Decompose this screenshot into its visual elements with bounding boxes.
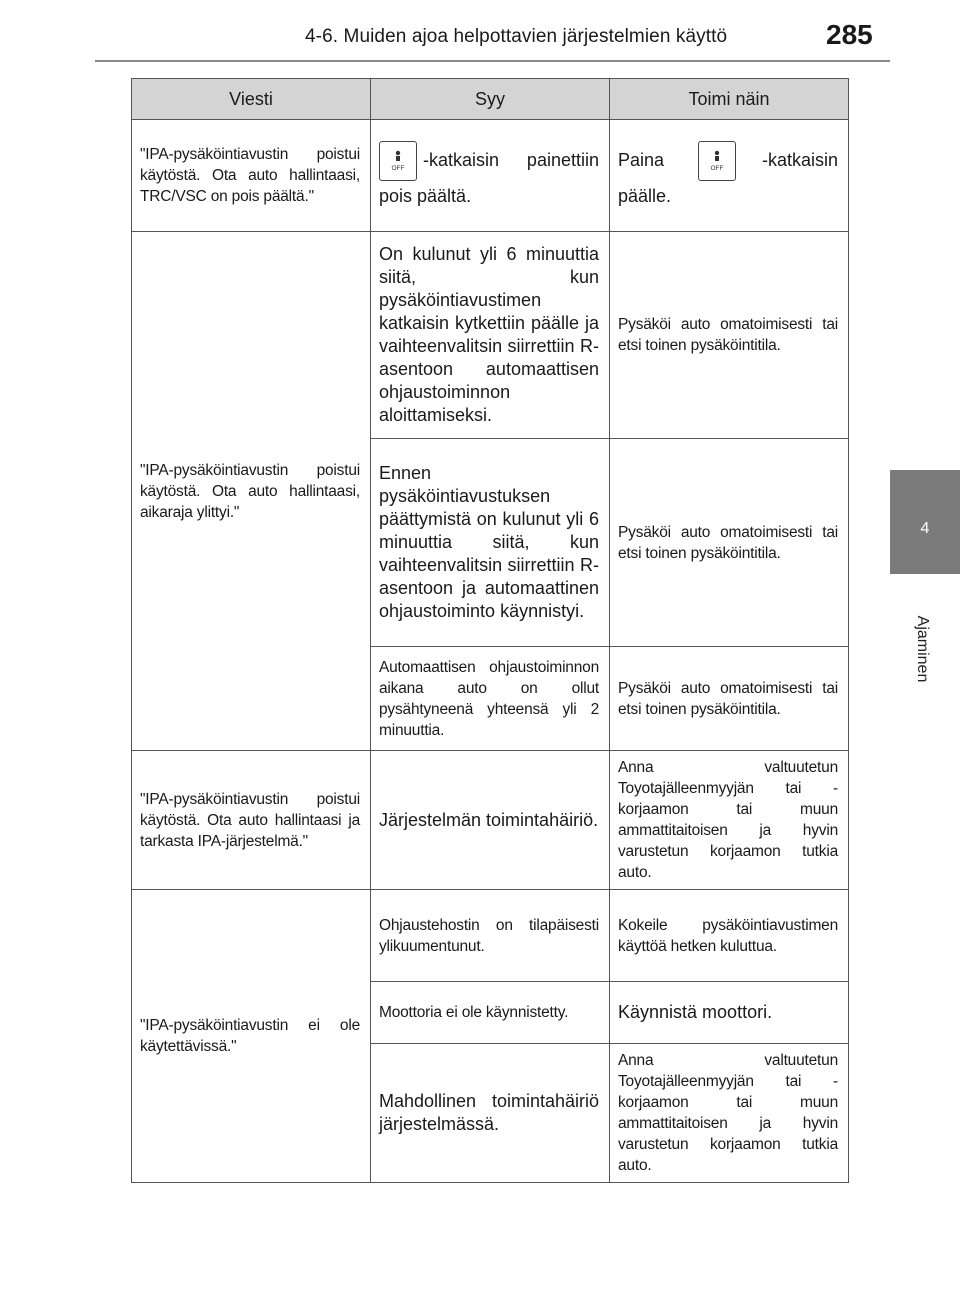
cause-cell: Mahdollinen toimintahäiriö järjestelmässä. xyxy=(371,1044,610,1183)
action-text-prefix: Paina xyxy=(618,149,665,170)
header-title: 4-6. Muiden ajoa helpottavien järjestelmien käyttö xyxy=(305,26,728,47)
chapter-label-text: Ajaminen xyxy=(914,615,931,683)
chapter-tab xyxy=(890,470,960,574)
action-cell: Kokeile pysäköintiavustimen käyttöä hetken kuluttua. xyxy=(610,890,849,982)
cause-cell xyxy=(371,120,610,232)
table-row xyxy=(132,232,849,439)
cause-cell: Moottoria ei ole käynnistetty. xyxy=(371,982,610,1044)
cause-cell: Ohjaustehostin on tilapäisesti ylikuumentunut. xyxy=(371,890,610,982)
message-cell: "IPA-pysäköintiavustin poistui käytöstä. Ota auto hallintaasi, TRC/VSC on pois päältä." xyxy=(132,120,371,232)
action-cell xyxy=(610,120,849,232)
column-header-message: Viesti xyxy=(132,79,371,120)
message-cell: "IPA-pysäköintiavustin poistui käytöstä. Ota auto hallintaasi ja tarkasta IPA-järjestelmä." xyxy=(132,751,371,890)
column-header-action: Toimi näin xyxy=(610,79,849,120)
table-row xyxy=(132,751,849,890)
table-row xyxy=(132,890,849,982)
cause-text: -katkaisin painettiin pois päältä. xyxy=(379,149,599,206)
page-number: 285 xyxy=(826,19,873,50)
message-cell: "IPA-pysäköintiavustin poistui käytöstä. Ota auto hallintaasi, aikaraja ylittyi." xyxy=(132,232,371,751)
cause-cell: Ennen pysäköintiavustuksen päättymistä on kulunut yli 6 minuuttia siitä, kun vaihteenvalitsin siirrettiin R-asentoon ja automaattinen ohjaustoiminto käynnistyi. xyxy=(371,439,610,647)
table-row xyxy=(132,120,849,232)
header-rule xyxy=(95,60,890,62)
message-table xyxy=(131,78,849,1183)
chapter-label xyxy=(892,574,952,734)
column-header-cause: Syy xyxy=(371,79,610,120)
parking-assist-off-switch-icon xyxy=(698,141,736,181)
cause-cell: On kulunut yli 6 minuuttia siitä, kun pysäköintiavustimen katkaisin kytkettiin päälle ja vaihteenvalitsin siirrettiin R-asentoon automaattisen ohjaustoiminnon aloittamiseksi. xyxy=(371,232,610,439)
action-cell: Käynnistä moottori. xyxy=(610,982,849,1044)
cause-cell: Automaattisen ohjaustoiminnon aikana auto on ollut pysähtyneenä yhteensä yli 2 minuuttia. xyxy=(371,647,610,751)
svg-text:OFF: OFF xyxy=(391,164,405,172)
chapter-number: 4 xyxy=(920,520,930,537)
cause-cell: Järjestelmän toimintahäiriö. xyxy=(371,751,610,890)
action-cell: Pysäköi auto omatoimisesti tai etsi toinen pysäköintitila. xyxy=(610,232,849,439)
action-cell: Pysäköi auto omatoimisesti tai etsi toinen pysäköintitila. xyxy=(610,647,849,751)
table-header-row xyxy=(132,79,849,120)
svg-text:OFF: OFF xyxy=(710,164,724,172)
action-cell: Pysäköi auto omatoimisesti tai etsi toinen pysäköintitila. xyxy=(610,439,849,647)
message-cell: "IPA-pysäköintiavustin ei ole käytettävissä." xyxy=(132,890,371,1183)
action-cell: Anna valtuutetun Toyotajälleenmyyjän tai -korjaamon tai muun ammattitaitoisen ja hyvin varustetun korjaamon tutkia auto. xyxy=(610,751,849,890)
action-cell: Anna valtuutetun Toyotajälleenmyyjän tai -korjaamon tai muun ammattitaitoisen ja hyvin varustetun korjaamon tutkia auto. xyxy=(610,1044,849,1183)
action-text-suffix: -katkaisin päälle. xyxy=(618,149,838,206)
parking-assist-off-switch-icon xyxy=(379,141,417,181)
